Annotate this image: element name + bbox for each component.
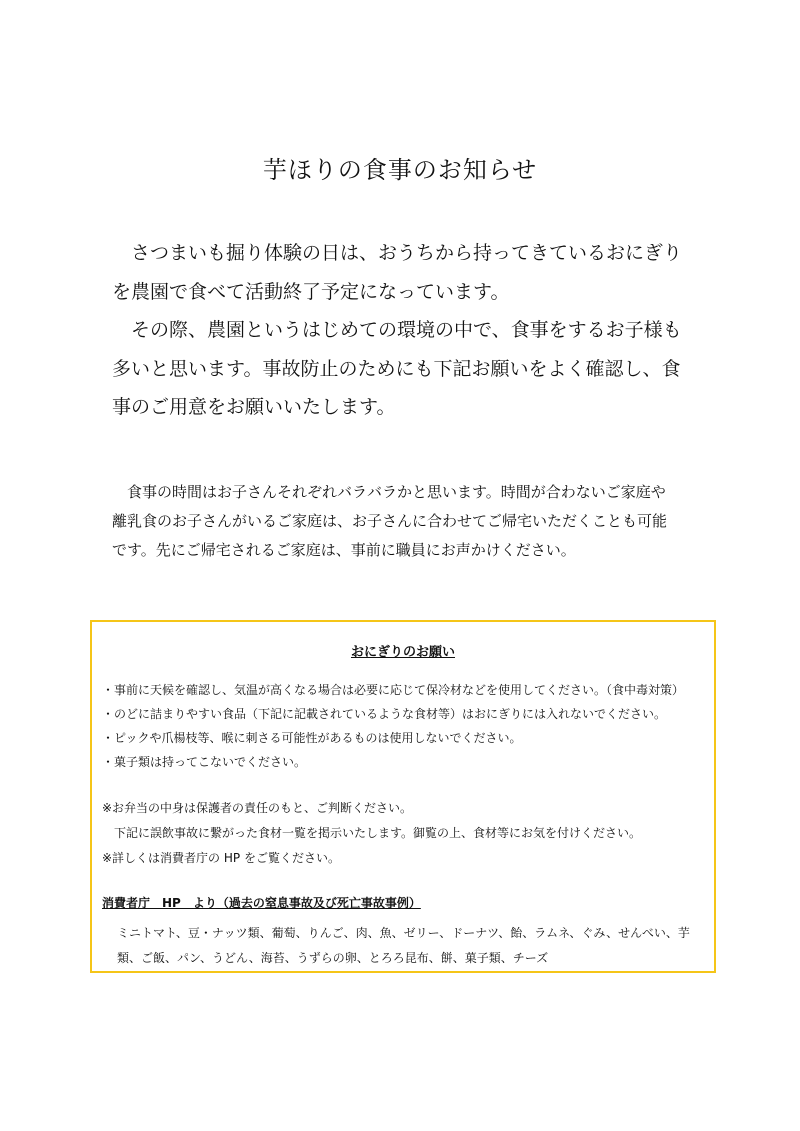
note-food-list-intro: 下記に誤飲事故に繋がった食材一覧を掲示いたします。御覧の上、食材等にお気を付けください。: [114, 826, 642, 840]
timing-paragraph: 食事の時間はお子さんそれぞれバラバラかと思います。時間が合わないご家庭や離乳食のお子さんがいるご家庭は、お子さんに合わせてご帰宅いただくことも可能です。先にご帰宅されるご家庭は、事前に職員にお声かけください。: [112, 483, 668, 559]
onigiri-request-box: [90, 620, 716, 973]
box-title-text: おにぎりのお願い: [350, 645, 455, 660]
note-responsibility: ※お弁当の中身は保護者の責任のもと、ご判断ください。: [102, 801, 413, 815]
rules-list: [102, 678, 707, 774]
page-title: 芋ほりの食事のお知らせ: [262, 156, 538, 184]
intro-paragraph-2: その際、農園というはじめての環境の中で、食事をするお子様も多いと思います。事故防止のためにも下記お願いをよく確認し、食事のご用意をお願いいたします。: [112, 319, 682, 418]
note-details: ※詳しくは消費者庁の HP をご覧ください。: [102, 851, 340, 865]
intro-paragraph-1: さつまいも掘り体験の日は、おうちから持ってきているおにぎりを農園で食べて活動終了予定になっています。: [112, 242, 683, 303]
rule-item: ・ピックや爪楊枝等、喉に刺さる可能性があるものは使用しないでください。: [102, 731, 522, 745]
rule-item: ・のどに詰まりやすい食品（下記に記載されているような食材等）はおにぎりには入れないでください。: [102, 707, 667, 721]
source-block: [102, 894, 707, 971]
choking-foods-list: ミニトマト、豆・ナッツ類、葡萄、りんご、肉、魚、ゼリー、ドーナツ、飴、ラムネ、ぐみ、せんべい、芋類、ご飯、パン、うどん、海苔、うずらの卵、とろろ昆布、餅、菓子類、チーズ: [117, 926, 690, 965]
rule-item: ・事前に天候を確認し、気温が高くなる場合は必要に応じて保冷材などを使用してください。（食中毒対策）: [102, 683, 685, 697]
rule-item: ・菓子類は持ってこないでください。: [102, 755, 307, 769]
source-heading: 消費者庁 HP より（過去の窒息事故及び死亡事故事例）: [102, 896, 421, 910]
notes-block: [102, 796, 707, 871]
intro-text: [112, 234, 692, 427]
box-title: [92, 641, 714, 660]
timing-note: [112, 478, 672, 565]
